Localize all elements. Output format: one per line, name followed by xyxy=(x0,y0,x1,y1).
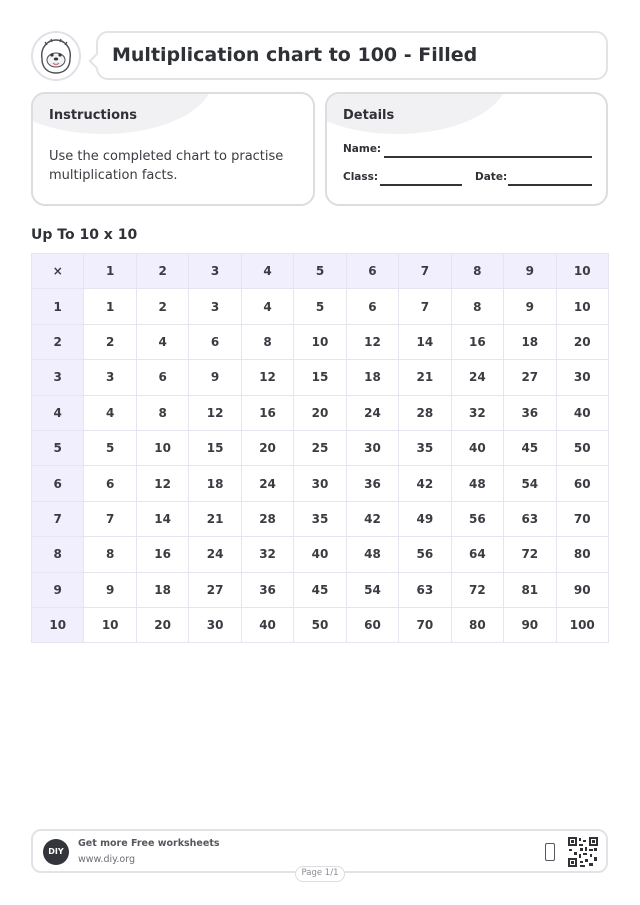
product-cell: 30 xyxy=(189,607,241,642)
table-row xyxy=(32,466,609,501)
product-cell: 14 xyxy=(399,324,451,359)
product-cell: 6 xyxy=(346,289,398,324)
product-cell: 54 xyxy=(504,466,556,501)
product-cell: 4 xyxy=(136,324,188,359)
product-cell: 7 xyxy=(84,501,136,536)
row-header-cell: 8 xyxy=(32,537,84,572)
details-card xyxy=(325,92,608,206)
product-cell: 56 xyxy=(451,501,503,536)
product-cell: 8 xyxy=(451,289,503,324)
phone-icon xyxy=(545,843,555,861)
table-row xyxy=(32,360,609,395)
row-header-cell: 5 xyxy=(32,430,84,465)
product-cell: 6 xyxy=(84,466,136,501)
product-cell: 60 xyxy=(556,466,608,501)
column-header-cell: 1 xyxy=(84,254,136,289)
class-field[interactable] xyxy=(380,184,462,186)
instructions-text: Use the completed chart to practise multiplication facts. xyxy=(49,149,284,183)
product-cell: 3 xyxy=(189,289,241,324)
product-cell: 25 xyxy=(294,430,346,465)
instructions-card xyxy=(31,92,315,206)
product-cell: 30 xyxy=(294,466,346,501)
product-cell: 1 xyxy=(84,289,136,324)
product-cell: 18 xyxy=(136,572,188,607)
table-row xyxy=(32,289,609,324)
product-cell: 45 xyxy=(504,430,556,465)
product-cell: 16 xyxy=(241,395,293,430)
product-cell: 4 xyxy=(84,395,136,430)
yeti-mascot-icon xyxy=(33,33,79,79)
product-cell: 56 xyxy=(399,537,451,572)
name-label: Name: xyxy=(343,143,382,155)
product-cell: 14 xyxy=(136,501,188,536)
product-cell: 40 xyxy=(241,607,293,642)
column-header-cell: 8 xyxy=(451,254,503,289)
product-cell: 50 xyxy=(294,607,346,642)
product-cell: 10 xyxy=(294,324,346,359)
table-row xyxy=(32,430,609,465)
product-cell: 90 xyxy=(504,607,556,642)
product-cell: 70 xyxy=(399,607,451,642)
product-cell: 36 xyxy=(241,572,293,607)
product-cell: 12 xyxy=(136,466,188,501)
product-cell: 72 xyxy=(451,572,503,607)
product-cell: 49 xyxy=(399,501,451,536)
table-header-row xyxy=(32,254,609,289)
row-header-cell: 9 xyxy=(32,572,84,607)
product-cell: 2 xyxy=(136,289,188,324)
product-cell: 7 xyxy=(399,289,451,324)
product-cell: 18 xyxy=(346,360,398,395)
product-cell: 8 xyxy=(84,537,136,572)
product-cell: 15 xyxy=(189,430,241,465)
product-cell: 24 xyxy=(451,360,503,395)
product-cell: 8 xyxy=(136,395,188,430)
product-cell: 5 xyxy=(84,430,136,465)
product-cell: 64 xyxy=(451,537,503,572)
footer-url[interactable]: www.diy.org xyxy=(78,854,135,865)
product-cell: 10 xyxy=(556,289,608,324)
product-cell: 12 xyxy=(241,360,293,395)
product-cell: 35 xyxy=(399,430,451,465)
product-cell: 100 xyxy=(556,607,608,642)
name-field[interactable] xyxy=(384,156,592,158)
product-cell: 63 xyxy=(504,501,556,536)
product-cell: 20 xyxy=(241,430,293,465)
product-cell: 18 xyxy=(504,324,556,359)
row-header-cell: 2 xyxy=(32,324,84,359)
product-cell: 42 xyxy=(346,501,398,536)
product-cell: 2 xyxy=(84,324,136,359)
product-cell: 27 xyxy=(504,360,556,395)
column-header-cell: 3 xyxy=(189,254,241,289)
product-cell: 40 xyxy=(556,395,608,430)
product-cell: 12 xyxy=(346,324,398,359)
product-cell: 90 xyxy=(556,572,608,607)
product-cell: 24 xyxy=(189,537,241,572)
table-corner-cell: × xyxy=(32,254,84,289)
qr-code-icon xyxy=(568,837,598,867)
product-cell: 8 xyxy=(241,324,293,359)
row-header-cell: 1 xyxy=(32,289,84,324)
product-cell: 36 xyxy=(346,466,398,501)
title-banner xyxy=(96,31,608,80)
product-cell: 40 xyxy=(451,430,503,465)
column-header-cell: 9 xyxy=(504,254,556,289)
product-cell: 54 xyxy=(346,572,398,607)
product-cell: 6 xyxy=(136,360,188,395)
product-cell: 30 xyxy=(346,430,398,465)
table-row xyxy=(32,324,609,359)
product-cell: 72 xyxy=(504,537,556,572)
table-row xyxy=(32,501,609,536)
column-header-cell: 2 xyxy=(136,254,188,289)
product-cell: 36 xyxy=(504,395,556,430)
table-row xyxy=(32,607,609,642)
column-header-cell: 7 xyxy=(399,254,451,289)
row-header-cell: 10 xyxy=(32,607,84,642)
product-cell: 70 xyxy=(556,501,608,536)
product-cell: 50 xyxy=(556,430,608,465)
product-cell: 63 xyxy=(399,572,451,607)
product-cell: 16 xyxy=(136,537,188,572)
product-cell: 9 xyxy=(84,572,136,607)
page-indicator: Page 1/1 xyxy=(295,866,345,882)
product-cell: 6 xyxy=(189,324,241,359)
product-cell: 80 xyxy=(556,537,608,572)
product-cell: 9 xyxy=(189,360,241,395)
product-cell: 3 xyxy=(84,360,136,395)
product-cell: 15 xyxy=(294,360,346,395)
product-cell: 28 xyxy=(399,395,451,430)
product-cell: 42 xyxy=(399,466,451,501)
mascot-avatar xyxy=(31,31,81,81)
product-cell: 20 xyxy=(294,395,346,430)
column-header-cell: 10 xyxy=(556,254,608,289)
product-cell: 12 xyxy=(189,395,241,430)
column-header-cell: 5 xyxy=(294,254,346,289)
row-header-cell: 3 xyxy=(32,360,84,395)
section-title: Up To 10 x 10 xyxy=(31,227,138,243)
product-cell: 81 xyxy=(504,572,556,607)
row-header-cell: 4 xyxy=(32,395,84,430)
table-row xyxy=(32,572,609,607)
product-cell: 28 xyxy=(241,501,293,536)
product-cell: 80 xyxy=(451,607,503,642)
table-row xyxy=(32,537,609,572)
instructions-heading: Instructions xyxy=(49,108,138,123)
product-cell: 60 xyxy=(346,607,398,642)
product-cell: 20 xyxy=(556,324,608,359)
product-cell: 32 xyxy=(241,537,293,572)
product-cell: 30 xyxy=(556,360,608,395)
product-cell: 45 xyxy=(294,572,346,607)
product-cell: 32 xyxy=(451,395,503,430)
product-cell: 20 xyxy=(136,607,188,642)
product-cell: 24 xyxy=(241,466,293,501)
row-header-cell: 7 xyxy=(32,501,84,536)
table-row xyxy=(32,395,609,430)
product-cell: 10 xyxy=(84,607,136,642)
row-header-cell: 6 xyxy=(32,466,84,501)
product-cell: 18 xyxy=(189,466,241,501)
product-cell: 48 xyxy=(346,537,398,572)
details-heading: Details xyxy=(343,108,395,123)
date-field[interactable] xyxy=(508,184,592,186)
product-cell: 27 xyxy=(189,572,241,607)
product-cell: 24 xyxy=(346,395,398,430)
class-label: Class: xyxy=(343,171,379,183)
product-cell: 40 xyxy=(294,537,346,572)
page-title: Multiplication chart to 100 - Filled xyxy=(112,44,478,66)
product-cell: 21 xyxy=(189,501,241,536)
product-cell: 10 xyxy=(136,430,188,465)
product-cell: 48 xyxy=(451,466,503,501)
footer-title: Get more Free worksheets xyxy=(78,838,220,849)
diy-logo: DIY xyxy=(43,839,69,865)
date-label: Date: xyxy=(475,171,508,183)
multiplication-table xyxy=(31,253,609,643)
column-header-cell: 6 xyxy=(346,254,398,289)
product-cell: 4 xyxy=(241,289,293,324)
product-cell: 21 xyxy=(399,360,451,395)
product-cell: 5 xyxy=(294,289,346,324)
product-cell: 35 xyxy=(294,501,346,536)
product-cell: 16 xyxy=(451,324,503,359)
product-cell: 9 xyxy=(504,289,556,324)
column-header-cell: 4 xyxy=(241,254,293,289)
